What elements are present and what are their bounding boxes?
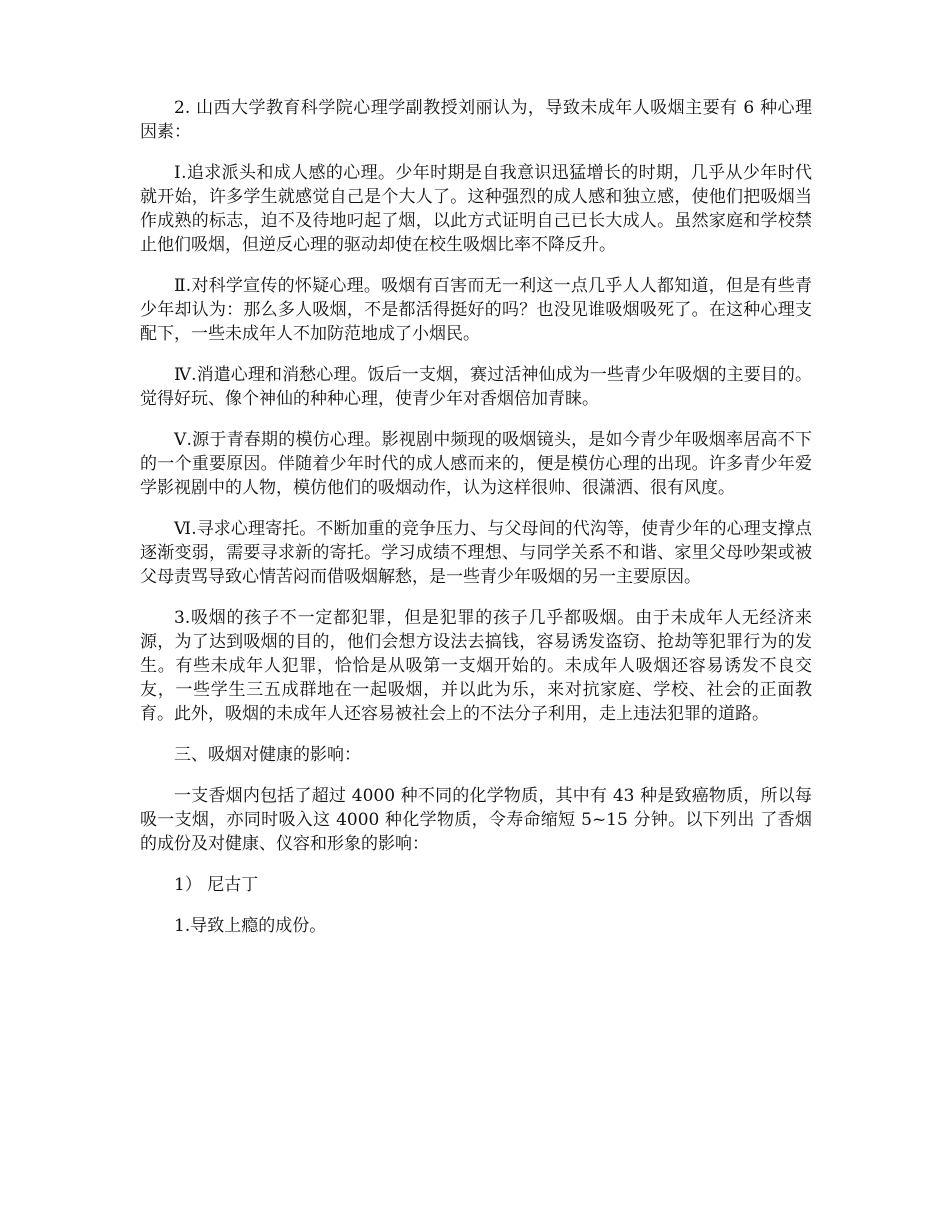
paragraph-chemicals: 一支香烟内包括了超过 4000 种不同的化学物质，其中有 43 种是致癌物质，所以每吸一支烟，亦同时吸入这 4000 种化学物质，令寿命缩短 5~15 分钟。以下列出 了香烟的成份及对健康、仪容和形象的影响： (140, 786, 812, 854)
paragraph-factor-6: Ⅵ.寻求心理寄托。不断加重的竞争压力、与父母间的代沟等，使青少年的心理支撑点逐渐变弱，需要寻求新的寄托。学习成绩不理想、与同学关系不和谐、家里父母吵架或被父母责骂导致心情苦闷而借吸烟解愁，是一些青少年吸烟的另一主要原因。 (140, 519, 812, 587)
list-heading-nicotine: 1） 尼古丁 (174, 875, 259, 895)
paragraph-factor-2: Ⅱ.对科学宣传的怀疑心理。吸烟有百害而无一利这一点几乎人人都知道，但是有些青少年却认为：那么多人吸烟，不是都活得挺好的吗？也没见谁吸烟吸死了。在这种心理支配下，一些未成年人不加防范地成了小烟民。 (140, 276, 812, 344)
list-item-addictive: 1.导致上瘾的成份。 (174, 916, 327, 936)
paragraph-factor-5: Ⅴ.源于青春期的模仿心理。影视剧中频现的吸烟镜头，是如今青少年吸烟率居高不下的一个重要原因。伴随着少年时代的成人感而来的，便是模仿心理的出现。许多青少年爱学影视剧中的人物，模仿他们的吸烟动作，认为这样很帅、很潇洒、很有风度。 (140, 430, 812, 498)
paragraph-factor-4: Ⅳ.消遣心理和消愁心理。饭后一支烟，赛过活神仙成为一些青少年吸烟的主要目的。觉得好玩、像个神仙的种种心理，使青少年对香烟倍加青睐。 (140, 365, 812, 409)
paragraph-crime: 3.吸烟的孩子不一定都犯罪，但是犯罪的孩子几乎都吸烟。由于未成年人无经济来源，为了达到吸烟的目的，他们会想方设法去搞钱，容易诱发盗窃、抢劫等犯罪行为的发生。有些未成年人犯罪，恰恰是从吸第一支烟开始的。未成年人吸烟还容易诱发不良交友，一些学生三五成群地在一起吸烟，并以此为乐，来对抗家庭、学校、社会的正面教育。此外，吸烟的未成年人还容易被社会上的不法分子利用，走上违法犯罪的道路。 (140, 608, 812, 724)
paragraph-psych-factors-intro: 2. 山西大学教育科学院心理学副教授刘丽认为，导致未成年人吸烟主要有 6 种心理因素： (140, 98, 812, 142)
paragraph-factor-1: Ⅰ.追求派头和成人感的心理。少年时期是自我意识迅猛增长的时期，几乎从少年时代就开始，许多学生就感觉自己是个大人了。这种强烈的成人感和独立感，使他们把吸烟当作成熟的标志，迫不及待地叼起了烟，以此方式证明自己已长大成人。虽然家庭和学校禁止他们吸烟，但逆反心理的驱动却使在校生吸烟比率不降反升。 (140, 163, 812, 255)
section-heading-health: 三、吸烟对健康的影响： (174, 745, 361, 765)
document-body (140, 96, 812, 955)
